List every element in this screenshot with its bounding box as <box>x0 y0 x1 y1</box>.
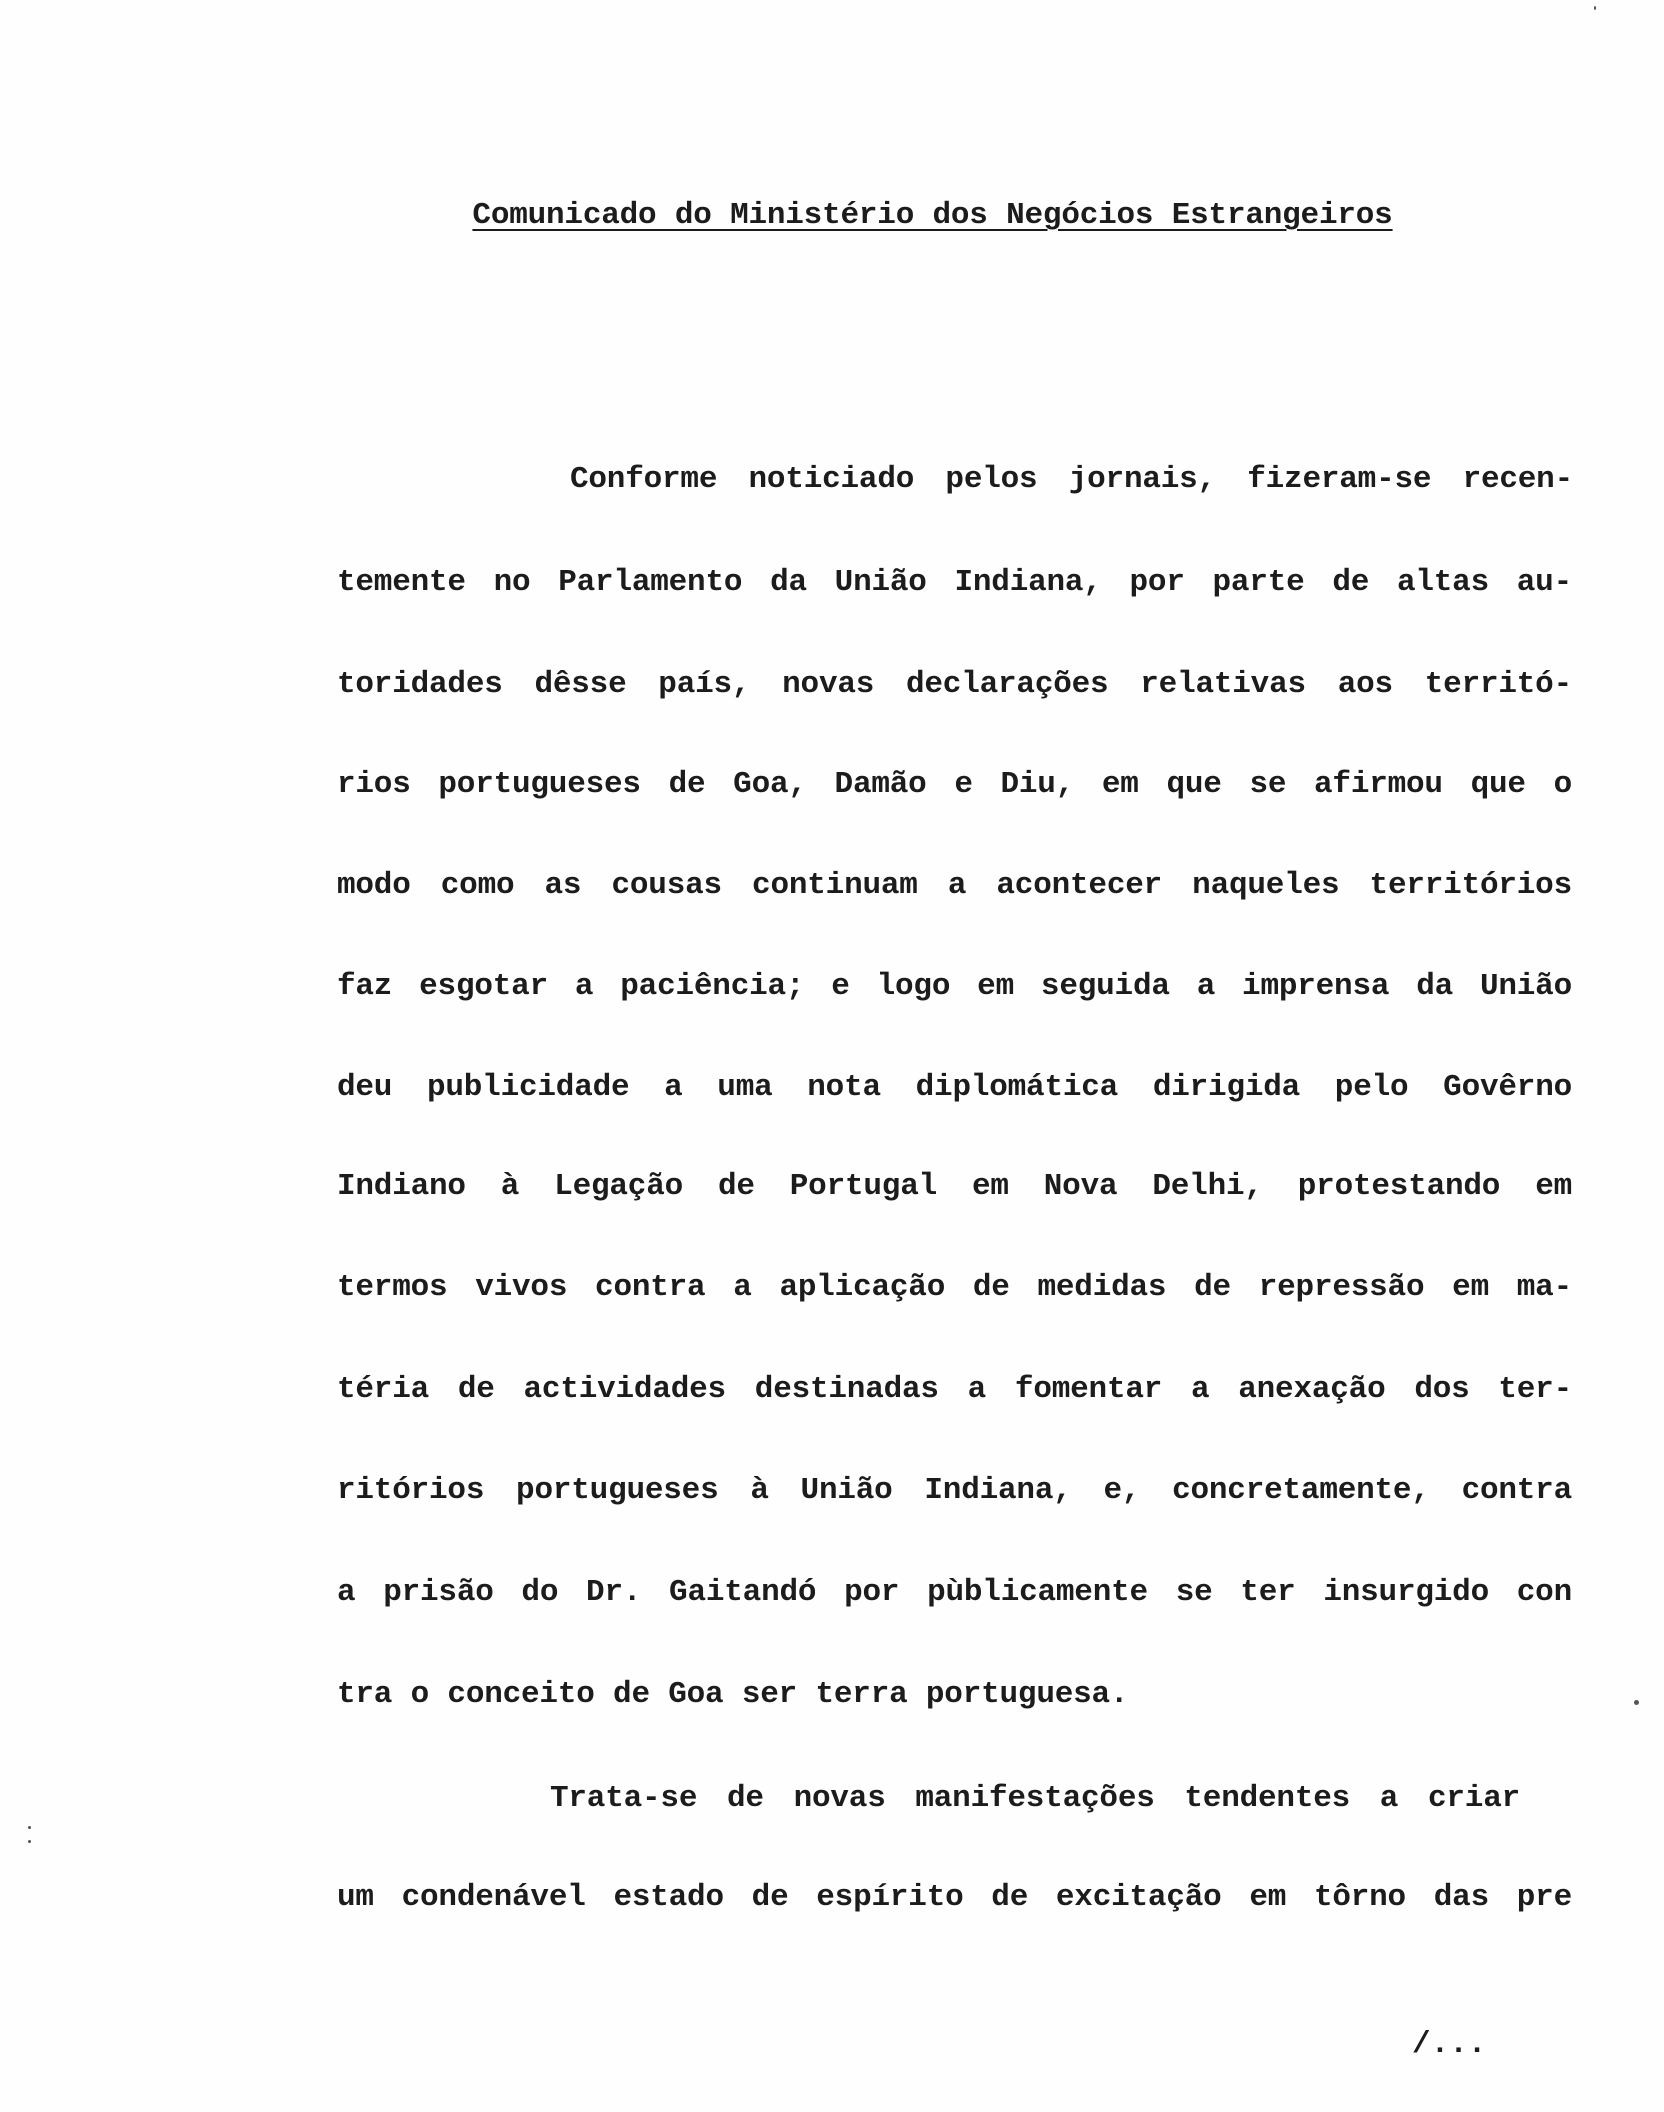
paragraph1-line-9: termos vivos contra a aplicação de medidas de repressão em ma- <box>337 1270 1572 1305</box>
scan-speck <box>1594 6 1596 10</box>
paragraph1-line-11: ritórios portugueses à União Indiana, e, concretamente, contra <box>337 1473 1572 1508</box>
page-title: Comunicado do Ministério dos Negócios Estrangeiros <box>472 198 1393 233</box>
paragraph1-line-3: toridades dêsse país, novas declarações relativas aos territó- <box>337 667 1572 702</box>
scan-speck <box>28 1826 31 1829</box>
paragraph1-line-6: faz esgotar a paciência; e logo em seguida a imprensa da União <box>337 969 1572 1004</box>
paragraph1-line-4: rios portugueses de Goa, Damão e Diu, em que se afirmou que o <box>337 767 1572 802</box>
paragraph1-line-10: téria de actividades destinadas a fomentar a anexação dos ter- <box>337 1372 1572 1407</box>
paragraph1-line-13: tra o conceito de Goa ser terra portuguesa. <box>337 1677 1129 1712</box>
continuation-marker: /... <box>1412 2027 1487 2062</box>
paragraph2-line-2: um condenável estado de espírito de excitação em tôrno das pre <box>337 1880 1572 1915</box>
paragraph1-line-5: modo como as cousas continuam a acontecer naqueles territórios <box>337 868 1572 903</box>
paragraph2-line-1: Trata-se de novas manifestações tendentes a criar <box>550 1781 1520 1816</box>
paragraph1-line-7: deu publicidade a uma nota diplomática dirigida pelo Govêrno <box>337 1070 1572 1105</box>
paragraph1-line-1: Conforme noticiado pelos jornais, fizeram-se recen- <box>570 462 1573 497</box>
paragraph1-line-12: a prisão do Dr. Gaitandó por pùblicamente se ter insurgido con <box>337 1575 1572 1610</box>
scan-speck <box>28 1840 31 1843</box>
scan-speck <box>1634 1700 1639 1705</box>
paragraph1-line-2: temente no Parlamento da União Indiana, por parte de altas au- <box>337 565 1572 600</box>
paragraph1-line-8: Indiano à Legação de Portugal em Nova Delhi, protestando em <box>337 1169 1572 1204</box>
